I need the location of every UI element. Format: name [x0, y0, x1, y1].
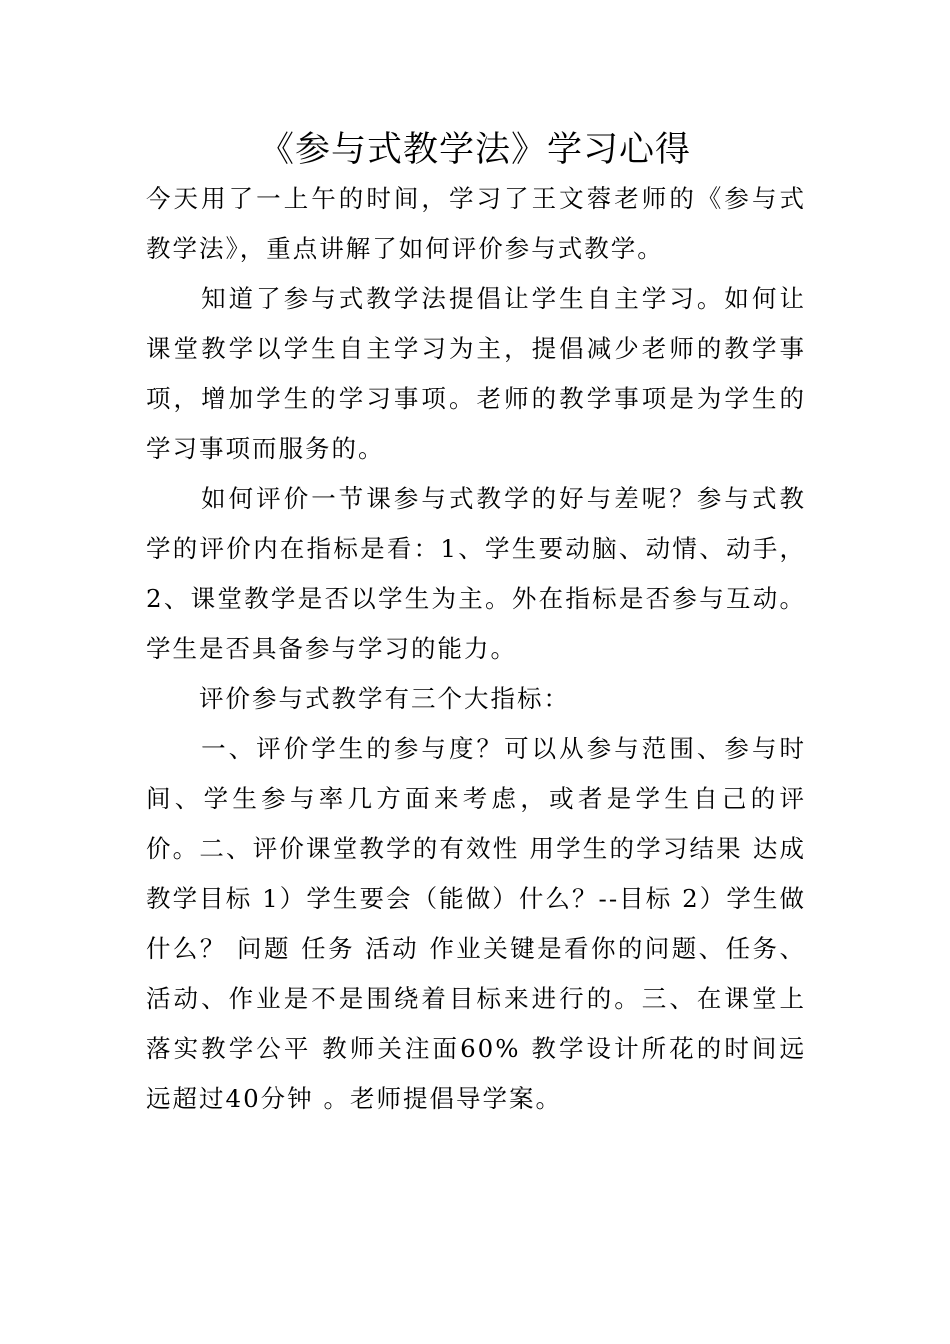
paragraph-evaluation: 如何评价一节课参与式教学的好与差呢？参与式教学的评价内在指标是看：1、学生要动脑、动情、动手，2、课堂教学是否以学生为主。外在指标是否参与互动。 学生是否具备参与学习的能力。 — [146, 484, 806, 663]
document-title: 《参与式教学法》学习心得 — [258, 130, 691, 170]
paragraph-indicator-details: 一、评价学生的参与度？可以从参与范围、参与时间、学生参与率几方面来考虑，或者是学生自己的评价。二、评价课堂教学的有效性 用学生的学习结果 达成教学目标 1）学生要会（能做）什么？--目标 2）学生做什么？ 问题 任务 活动 作业关键是看你的问题、任务、活动、作业是不是围绕着目标来进行的。三、在课堂上落实教学公平 教师关注面60% 教学设计所花的时间远远超过40分钟 。老师提倡导学案。 — [146, 734, 806, 1113]
paragraph-intro: 今天用了一上午的时间，学习了王文蓉老师的《参与式教学法》，重点讲解了如何评价参与式教学。 — [146, 184, 806, 263]
document-body — [146, 174, 806, 1124]
paragraph-self-learning: 知道了参与式教学法提倡让学生自主学习。如何让课堂教学以学生自主学习为主，提倡减少老师的教学事项，增加学生的学习事项。老师的教学事项是为学生的学习事项而服务的。 — [146, 284, 806, 463]
paragraph-three-indicators: 评价参与式教学有三个大指标： — [146, 684, 570, 713]
